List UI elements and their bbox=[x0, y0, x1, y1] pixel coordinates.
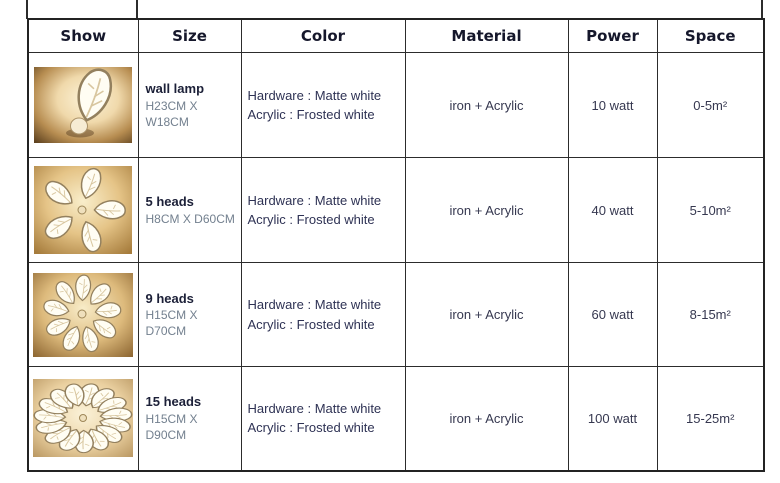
ceiling-lamp-15-heads-photo bbox=[33, 379, 133, 457]
ceiling-lamp-5-heads-photo bbox=[34, 166, 132, 254]
wall-lamp-photo bbox=[34, 67, 132, 143]
power-value: 60 watt bbox=[568, 263, 657, 367]
table-crop-line-left bbox=[26, 0, 28, 19]
col-header-material: Material bbox=[405, 19, 568, 53]
color-acrylic: Acrylic : Frosted white bbox=[247, 420, 375, 436]
space-value: 0-5m² bbox=[657, 53, 764, 158]
power-value: 10 watt bbox=[568, 53, 657, 158]
table-row-5-heads bbox=[28, 158, 764, 263]
table-row-15-heads bbox=[28, 367, 764, 471]
header-row bbox=[28, 19, 764, 53]
color-acrylic: Acrylic : Frosted white bbox=[247, 212, 375, 227]
material-value: iron + Acrylic bbox=[405, 158, 568, 263]
space-value: 8-15m² bbox=[657, 263, 764, 367]
color-hardware: Hardware : Matte white bbox=[247, 297, 382, 312]
table-crop-line-show-size bbox=[136, 0, 138, 19]
table-crop-line-right bbox=[761, 0, 763, 19]
product-size: H15CM X D70CM bbox=[145, 308, 198, 339]
material-value: iron + Acrylic bbox=[405, 53, 568, 158]
product-name: 15 heads bbox=[145, 394, 202, 410]
color-acrylic: Acrylic : Frosted white bbox=[247, 107, 375, 122]
material-value: iron + Acrylic bbox=[405, 367, 568, 471]
color-hardware: Hardware : Matte white bbox=[247, 87, 382, 103]
space-value: 5-10m² bbox=[657, 158, 764, 263]
color-hardware: Hardware : Matte white bbox=[247, 192, 382, 208]
col-header-power: Power bbox=[568, 19, 657, 53]
color-hardware: Hardware : Matte white bbox=[247, 400, 382, 416]
col-header-space: Space bbox=[657, 19, 764, 53]
power-value: 100 watt bbox=[568, 367, 657, 471]
material-value: iron + Acrylic bbox=[405, 263, 568, 367]
col-header-color: Color bbox=[241, 19, 405, 53]
table-row-wall-lamp bbox=[28, 53, 764, 158]
ceiling-lamp-9-heads-photo bbox=[33, 273, 133, 357]
col-header-size: Size bbox=[138, 19, 241, 53]
product-name: 9 heads bbox=[145, 290, 194, 306]
product-size: H8CM X D60CM bbox=[145, 211, 235, 226]
power-value: 40 watt bbox=[568, 158, 657, 263]
col-header-show: Show bbox=[28, 19, 138, 53]
product-size: H23CM X W18CM bbox=[145, 98, 198, 129]
product-name: wall lamp bbox=[145, 81, 205, 97]
table-row-9-heads bbox=[28, 263, 764, 367]
product-spec-table bbox=[27, 18, 765, 472]
product-size: H15CM X D90CM bbox=[145, 411, 198, 443]
product-name: 5 heads bbox=[145, 194, 194, 210]
color-acrylic: Acrylic : Frosted white bbox=[247, 316, 375, 332]
space-value: 15-25m² bbox=[657, 367, 764, 471]
